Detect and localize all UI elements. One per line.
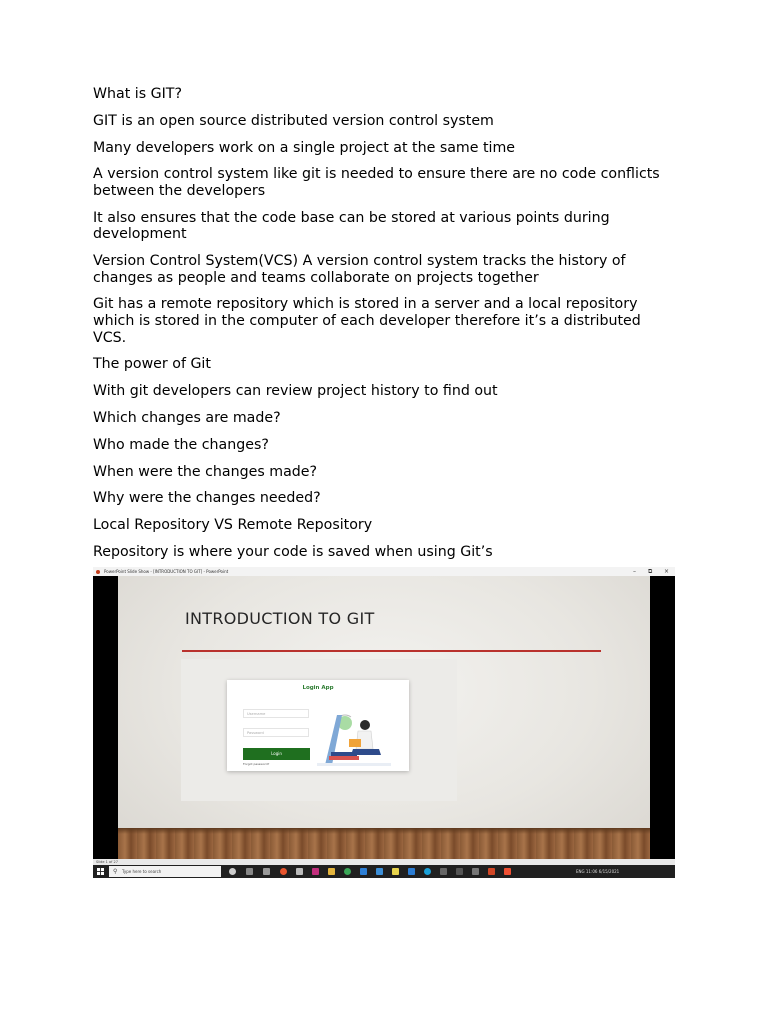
taskbar-app-icon[interactable] bbox=[296, 868, 303, 875]
taskbar-app-icon[interactable] bbox=[472, 868, 479, 875]
minimize-button[interactable]: – bbox=[633, 568, 636, 575]
login-card bbox=[227, 680, 409, 771]
slide-title: INTRODUCTION TO GIT bbox=[185, 609, 375, 628]
paragraph: Who made the changes? bbox=[93, 436, 269, 453]
slide-area bbox=[93, 576, 675, 859]
person-legs bbox=[351, 749, 381, 755]
vscode-icon[interactable] bbox=[408, 868, 415, 875]
paragraph: Version Control System(VCS) A version control system tracks the history of changes as people and teams collaborate on projects together bbox=[93, 253, 626, 286]
window-titlebar bbox=[93, 567, 675, 576]
taskbar-app-icon[interactable] bbox=[376, 868, 383, 875]
document-body bbox=[93, 86, 673, 571]
windows-taskbar bbox=[93, 865, 675, 878]
edge-icon[interactable] bbox=[424, 868, 431, 875]
search-icon: ⚲ bbox=[113, 868, 118, 875]
taskbar-app-icon[interactable] bbox=[360, 868, 367, 875]
system-tray: ENG 11:06 6/15/2021 bbox=[576, 869, 620, 874]
taskbar-app-icon[interactable] bbox=[312, 868, 319, 875]
person-head bbox=[360, 720, 370, 730]
desk-shape bbox=[317, 763, 391, 766]
paragraph: GIT is an open source distributed version control system bbox=[93, 112, 494, 129]
paragraph: A version control system like git is needed to ensure there are no code conflicts between the developers bbox=[93, 166, 660, 199]
window-title: PowerPoint Slide Show - [INTRODUCTION TO GIT] - PowerPoint bbox=[104, 569, 229, 574]
embedded-screenshot bbox=[93, 567, 675, 878]
heading-power-of-git: The power of Git bbox=[93, 356, 211, 373]
paragraph: When were the changes made? bbox=[93, 463, 318, 480]
login-card-title: Login App bbox=[302, 685, 334, 691]
taskbar-search-box[interactable] bbox=[109, 866, 221, 877]
book-shape bbox=[329, 756, 359, 760]
git-icon[interactable] bbox=[504, 868, 511, 875]
task-view-icon[interactable] bbox=[246, 868, 253, 875]
search-placeholder: Type here to search bbox=[122, 869, 162, 874]
floor-shadow bbox=[118, 828, 650, 834]
paragraph: It also ensures that the code base can be stored at various points during development bbox=[93, 209, 610, 243]
paragraph: With git developers can review project history to find out bbox=[93, 383, 498, 400]
chrome-icon[interactable] bbox=[344, 868, 351, 875]
taskbar-app-icon[interactable] bbox=[392, 868, 399, 875]
taskbar-app-icon[interactable] bbox=[456, 868, 463, 875]
file-explorer-icon[interactable] bbox=[328, 868, 335, 875]
windows-start-icon[interactable] bbox=[97, 868, 104, 875]
powerpoint-taskbar-icon[interactable] bbox=[488, 868, 495, 875]
slide-divider bbox=[182, 650, 601, 652]
taskbar-app-icon[interactable] bbox=[263, 868, 270, 875]
heading-local-vs-remote: Local Repository VS Remote Repository bbox=[93, 517, 373, 534]
slide-image-panel bbox=[181, 659, 457, 801]
login-illustration bbox=[315, 705, 399, 771]
username-field: Username bbox=[243, 709, 309, 718]
cortana-icon[interactable] bbox=[229, 868, 236, 875]
paragraph: Many developers work on a single project at the same time bbox=[93, 139, 516, 156]
paragraph: Git has a remote repository which is stored in a server and a local repository which is stored in the computer of each developer therefore it’s a distributed VCS. bbox=[93, 296, 641, 346]
password-field: Password bbox=[243, 728, 309, 737]
paragraph: Why were the changes needed? bbox=[93, 490, 321, 507]
paragraph: Repository is where your code is saved when using Git’s bbox=[93, 543, 493, 560]
heading-what-is-git: What is GIT? bbox=[93, 86, 183, 102]
close-button[interactable]: × bbox=[664, 568, 670, 575]
powerpoint-icon bbox=[96, 570, 100, 574]
paragraph: Which changes are made? bbox=[93, 410, 281, 426]
slide bbox=[118, 576, 650, 859]
forgot-password-link: Forgot password? bbox=[243, 762, 270, 766]
laptop-icon bbox=[349, 739, 361, 747]
taskbar-app-icon[interactable] bbox=[440, 868, 447, 875]
restore-button[interactable]: ⧉ bbox=[648, 568, 653, 575]
browser-icon[interactable] bbox=[280, 868, 287, 875]
login-button: Login bbox=[243, 748, 310, 760]
slide-counter: Slide 1 of 27 bbox=[96, 860, 118, 864]
